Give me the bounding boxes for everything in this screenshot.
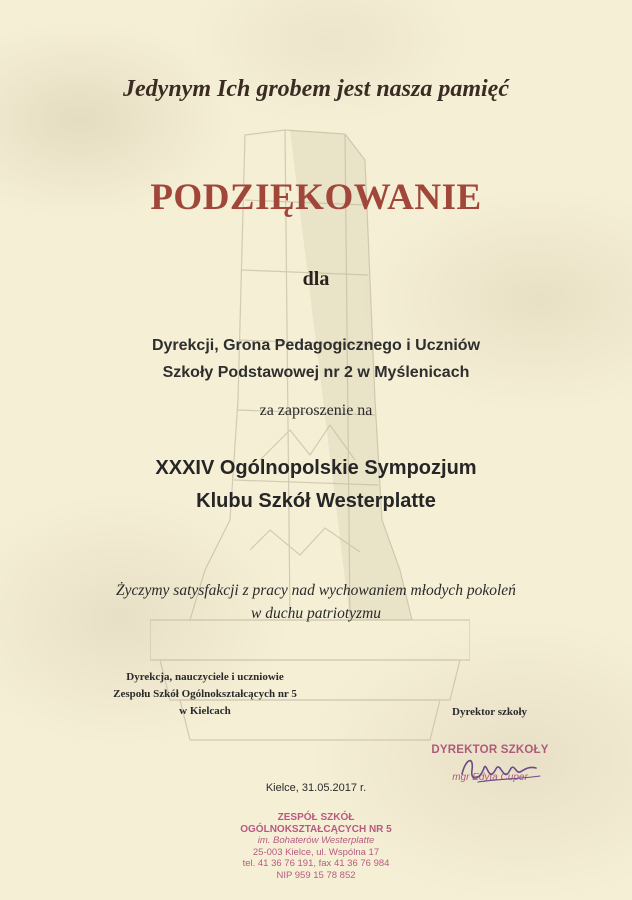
symposium-line-1: XXXIV Ogólnopolskie Sympozjum: [155, 457, 477, 479]
school-stamp-line-2: OGÓLNOKSZTAŁCĄCYCH NR 5: [240, 823, 392, 835]
recipient-line-1: Dyrekcji, Grona Pedagogicznego i Uczniów: [151, 337, 481, 354]
sender-line-1: Dyrekcja, nauczyciele i uczniowie: [126, 671, 284, 683]
recipient: [0, 332, 632, 386]
director-label: Dyrektor szkoły: [452, 706, 528, 718]
school-stamp-line-1: ZESPÓŁ SZKÓŁ: [277, 812, 355, 823]
certificate-title: PODZIĘKOWANIE: [150, 177, 482, 218]
sender-line-2: Zespołu Szkół Ogólnokształcących nr 5: [113, 688, 297, 700]
school-stamp-line-3: im. Bohaterów Westerplatte: [257, 835, 375, 846]
school-stamp-line-4: 25-003 Kielce, ul. Wspólna 17: [252, 846, 380, 858]
recipient-line-2: Szkoły Podstawowej nr 2 w Myślenicach: [162, 364, 470, 381]
invitation-text: za zaproszenie na: [259, 402, 373, 419]
director-stamp-title: DYREKTOR SZKOŁY: [431, 744, 549, 756]
school-stamp: [200, 812, 432, 881]
for-word: dla: [302, 268, 330, 290]
sender-block: [80, 669, 330, 720]
wish-line-1: Życzymy satysfakcji z pracy nad wychowaniem młodych pokoleń: [116, 582, 516, 599]
wish-line-2: w duchu patriotyzmu: [250, 605, 382, 622]
sender-line-3: w Kielcach: [179, 705, 231, 717]
symposium-name: [0, 452, 632, 518]
school-stamp-line-5: tel. 41 36 76 191, fax 41 36 76 984: [242, 858, 390, 869]
place-and-date: Kielce, 31.05.2017 r.: [265, 782, 367, 794]
wish-text: [0, 579, 632, 625]
symposium-line-2: Klubu Szkół Westerplatte: [196, 490, 436, 512]
director-stamp-name: mgr Edyta Cuper: [452, 772, 528, 783]
school-stamp-line-6: NIP 959 15 78 852: [276, 869, 356, 881]
motto: Jedynym Ich grobem jest nasza pamięć: [123, 76, 509, 102]
